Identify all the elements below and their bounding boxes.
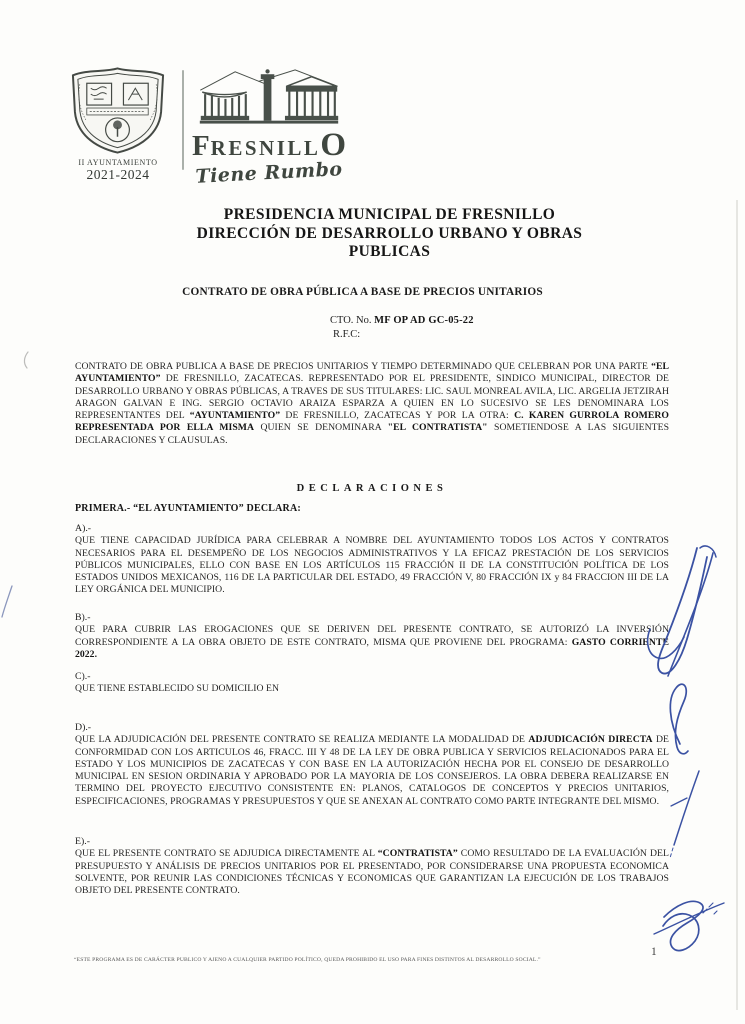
colonnade-icon <box>196 66 342 126</box>
clause-label: D).- <box>75 722 92 733</box>
title-line-3: PUBLICAS <box>348 243 431 261</box>
logo-divider <box>182 70 184 170</box>
page-number: 1 <box>651 946 657 958</box>
crest-caption: II AYUNTAMIENTO <box>78 158 158 167</box>
brand-logo <box>191 66 347 188</box>
contract-type-subtitle: CONTRATO DE OBRA PÚBLICA A BASE DE PRECIOS UNITARIOS <box>182 286 543 298</box>
municipal-crest <box>62 64 174 183</box>
clause-text: QUE TIENE CAPACIDAD JURÍDICA PARA CELEBRAR A NOMBRE DEL AYUNTAMIENTO TODOS LOS ACTOS Y CONTRATOS NECESARIOS PARA EL DESEMPEÑO DE LOS NEGOCIOS ADMINISTRATIVOS Y LA EFICAZ PRESTACIÓN DE LOS SERVICIOS PÚBLICOS MUNICIPALES, ELLO CON BASE EN LOS ARTÍCULOS 115 FRACCIÓN II DE LA CONSTITUCIÓN POLÍTICA DE LOS ESTADOS UNIDOS MEXICANOS, 116 DE LA PARTICULAR DEL ESTADO, 49 FRACCIÓN V, 80 FRACCIÓN IX y 84 FRACCION III DE LA LEY ORGÁNICA DEL MUNICIPIO. <box>75 535 669 596</box>
rfc-label: R.F.C: <box>333 329 361 340</box>
clause-item-c <box>75 671 669 696</box>
clause-item-e <box>75 836 669 897</box>
clause-item-a <box>75 523 669 597</box>
clause-text: QUE LA ADJUDICACIÓN DEL PRESENTE CONTRATO SE REALIZA MEDIANTE LA MODALIDAD DE ADJUDICACIÓN DIRECTA DE CONFORMIDAD CON LOS ARTICULOS 46, FRACC. III Y 48 DE LA LEY DE OBRA PUBLICA Y SERVICIOS RELACIONADOS PARA EL ESTADO Y LOS MUNICIPIOS DE ZACATECAS Y CON BASE EN LA AUTORIZACIÓN HECHA POR EL CONSEJO DE DESARROLLO MUNICIPAL EN SESION ORDINARIA Y APROBADO POR LA MAYORIA DE LOS CONSEJEROS. LA OBRA DEBERA REALIZARSE EN TERMINO DEL PROYECTO EJECUTIVO CONSISTENTE EN: PLANOS, CATALOGOS DE CONCEPTOS Y PRECIOS UNITARIOS, ESPECIFICACIONES, PROGRAMAS Y PRESUPUESTOS Y QUE SE ANEXAN AL CONTRATO COMO PARTE INTEGRANTE DEL MISMO. <box>75 734 669 807</box>
clause-text: QUE TIENE ESTABLECIDO SU DOMICILIO EN <box>75 683 280 695</box>
declarations-heading: DECLARACIONES <box>296 483 448 494</box>
crest-years: 2021-2024 <box>86 167 150 182</box>
title-line-2: DIRECCIÓN DE DESARROLLO URBANO Y OBRAS <box>196 224 583 242</box>
clause-item-b <box>75 612 669 661</box>
clause-label: E).- <box>75 836 90 847</box>
brand-name: F RESNILL O <box>191 127 347 163</box>
clause-label: C).- <box>75 671 91 682</box>
clause-text: QUE PARA CUBRIR LAS EROGACIONES QUE SE DERIVEN DEL PRESENTE CONTRATO, SE AUTORIZÓ LA INVERSIÓN CORRESPONDIENTE A LA OBRA OBJETO DE ESTE CONTRATO, MISMA QUE PROVIENE DEL PROGRAMA: GASTO CORRIENTE 2022. <box>75 624 670 660</box>
clause-item-d <box>75 722 669 808</box>
header-logos <box>62 64 347 188</box>
clause-label: A).- <box>75 523 92 534</box>
contract-number <box>330 315 474 326</box>
crest-shield-icon <box>66 64 170 156</box>
intro-paragraph: CONTRATO DE OBRA PUBLICA A BASE DE PRECIOS UNITARIOS Y TIEMPO DETERMINADO QUE CELEBRAN POR UNA PARTE “EL AYUNTAMIENTO” DE FRESNILLO, ZACATECAS. REPRESENTADO POR EL PRESIDENTE, SINDICO MUNICIPAL, DIRECTOR DE DESARROLLO URBANO Y OBRAS PÚBLICAS, A TRAVES DE SUS TITULARES: LIC. SAUL MONREAL AVILA, LIC. ARGELIA JETZIRAH ARAGON GALVAN E ING. SERGIO OCTAVIO ARAIZA ESPARZA A QUIEN EN LO SUCESIVO SE LES DENOMINARA LOS REPRESENTANTES DEL “AYUNTAMIENTO” DE FRESNILLO, ZACATECAS Y POR LA OTRA: C. KAREN GURROLA ROMERO REPRESENTADA POR ELLA MISMA QUIEN SE DENOMINARA "EL CONTRATISTA" SOMETIENDOSE A LAS SIGUIENTES DECLARACIONES Y CLAUSULAS. <box>75 361 670 446</box>
title-line-1: PRESIDENCIA MUNICIPAL DE FRESNILLO <box>223 206 556 223</box>
contract-number-label: CTO. No. <box>330 315 372 326</box>
scan-artifact-line <box>736 200 738 1010</box>
primera-declaration: PRIMERA.- “EL AYUNTAMIENTO” DECLARA: <box>75 503 301 514</box>
clause-text: QUE EL PRESENTE CONTRATO SE ADJUDICA DIRECTAMENTE AL “CONTRATISTA” COMO RESULTADO DE LA EVALUACIÓN DEL PRESUPUESTO Y ANÁLISIS DE PRECIOS UNITARIOS POR EL PRESENTADO, POR CONSIDERARSE UNA PROPUESTA ECONOMICA SOLVENTE, POR REUNIR LAS CONDICIONES TÉCNICAS Y ECONOMICAS QUE GARANTIZAN LA EJECUCIÓN DE LOS TRABAJOS OBJETO DEL PRESENTE CONTRATO. <box>75 848 669 897</box>
footer-disclaimer: “ESTE PROGRAMA ES DE CARÁCTER PUBLICO Y AJENO A CUALQUIER PARTIDO POLÍTICO, QUEDA PROHIBIDO EL USO PARA FINES DISTINTOS AL DESARROLLO SOCIAL.” <box>74 957 541 963</box>
brand-tagline: Tiene Rumbo <box>194 158 344 188</box>
clause-label: B).- <box>75 612 91 623</box>
document-title <box>75 206 670 262</box>
contract-number-value: MF OP AD GC-05-22 <box>374 315 474 326</box>
